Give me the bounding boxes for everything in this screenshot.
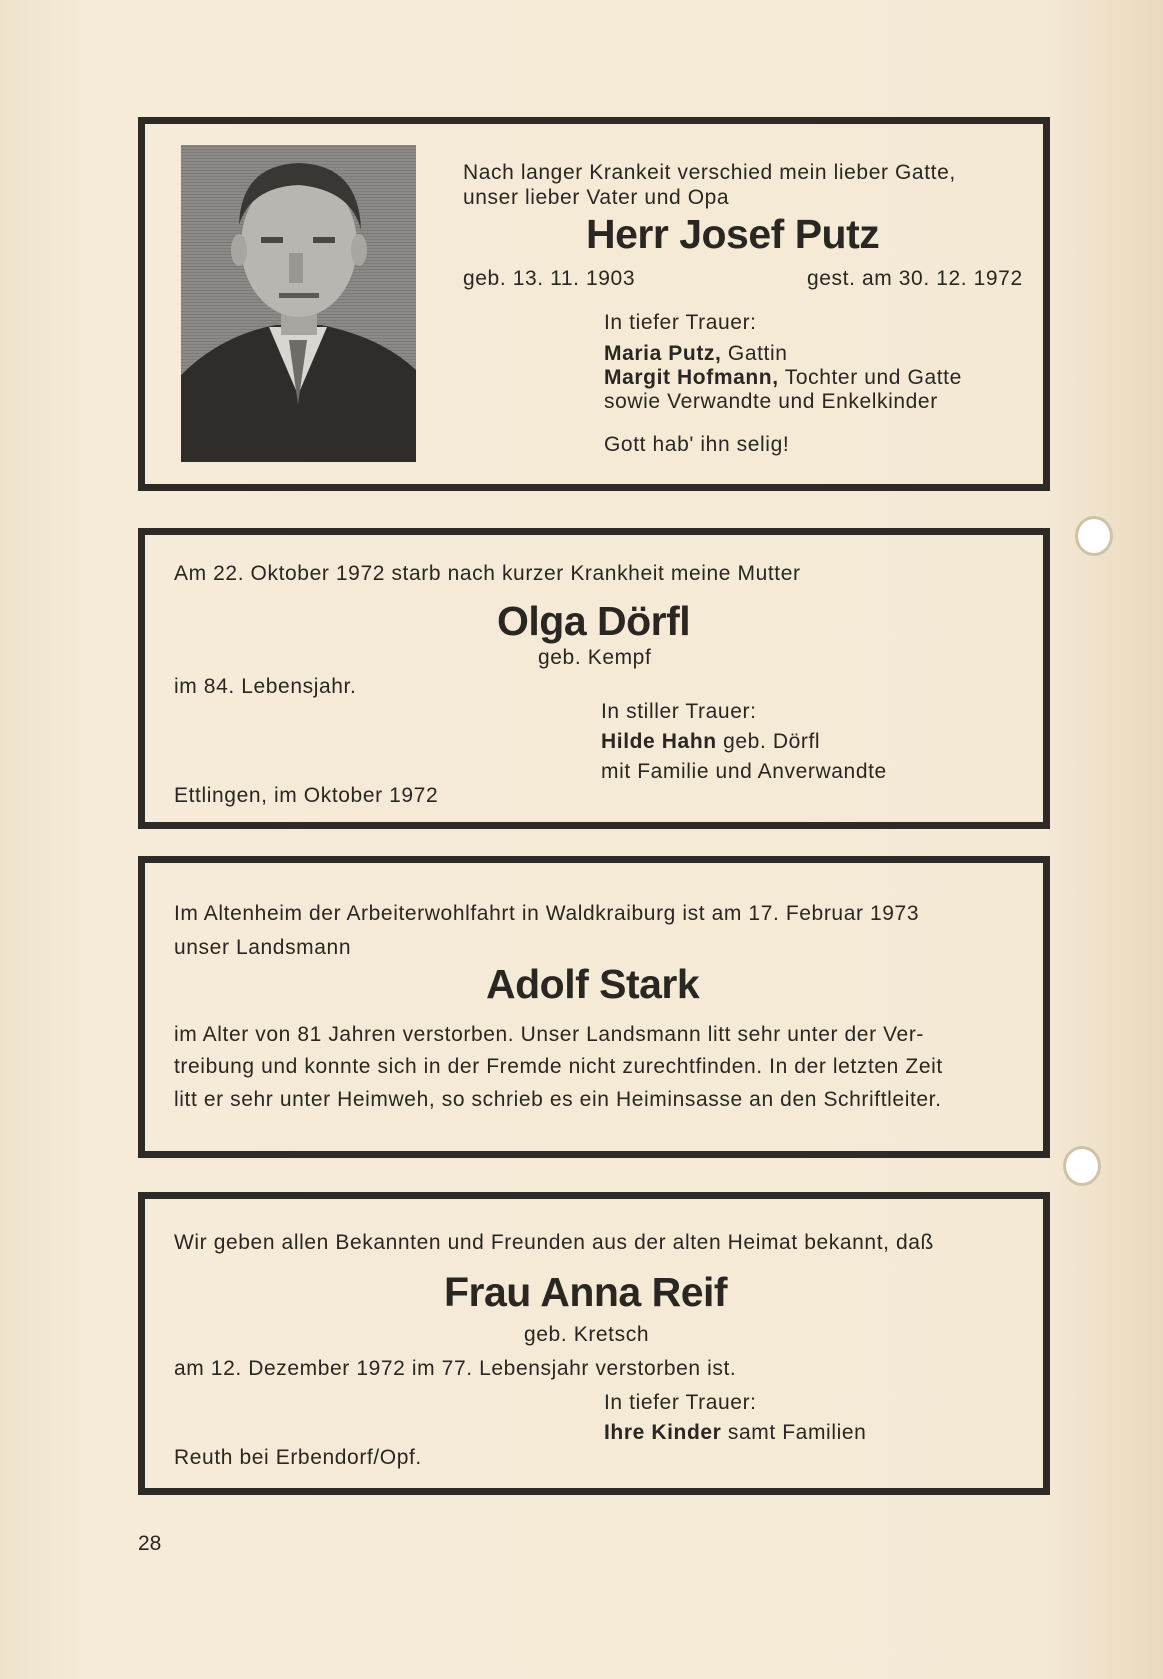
mourning-heading: In tiefer Trauer:	[604, 1391, 757, 1414]
age-line: im 84. Lebensjahr.	[174, 675, 357, 698]
obituary-olga-doerfl	[138, 528, 1050, 829]
death-line: am 12. Dezember 1972 im 77. Lebensjahr verstorben ist.	[174, 1357, 737, 1380]
page-number: 28	[138, 1532, 162, 1555]
intro-line-2: unser Landsmann	[174, 936, 352, 959]
intro-line-1: Im Altenheim der Arbeiterwohlfahrt in Waldkraiburg ist am 17. Februar 1973	[174, 902, 920, 925]
mourner-line-2: mit Familie und Anverwandte	[601, 760, 887, 783]
obituary-josef-putz	[138, 117, 1050, 491]
mourner-line-1: Maria Putz, Gattin	[604, 342, 788, 365]
deceased-name: Frau Anna Reif	[444, 1269, 728, 1315]
intro-line-1: Nach langer Krankeit verschied mein lieber Gatte,	[463, 161, 956, 184]
mourner-line-2: Margit Hofmann, Tochter und Gatte	[604, 366, 962, 389]
mourner-line-1: Hilde Hahn geb. Dörfl	[601, 730, 821, 753]
portrait-photo	[181, 145, 416, 462]
body-line-2: treibung und konnte sich in der Fremde nicht zurechtfinden. In der letzten Zeit	[174, 1055, 943, 1078]
mourning-heading: In stiller Trauer:	[601, 700, 757, 723]
obituary-anna-reif	[138, 1192, 1050, 1495]
maiden-name: geb. Kretsch	[524, 1323, 650, 1346]
mourner-line-1: Ihre Kinder samt Familien	[604, 1421, 867, 1444]
place-date: Ettlingen, im Oktober 1972	[174, 784, 439, 807]
death-date: gest. am 30. 12. 1972	[807, 267, 1023, 290]
body-line-1: im Alter von 81 Jahren verstorben. Unser Landsmann litt sehr unter der Ver-	[174, 1023, 925, 1046]
intro-line: Wir geben allen Bekannten und Freunden aus der alten Heimat bekannt, daß	[174, 1231, 934, 1254]
place-line: Reuth bei Erbendorf/Opf.	[174, 1446, 422, 1469]
mourner-line-3: sowie Verwandte und Enkelkinder	[604, 390, 938, 413]
deceased-name: Adolf Stark	[486, 961, 700, 1007]
closing-line: Gott hab' ihn selig!	[604, 433, 790, 456]
maiden-name: geb. Kempf	[538, 646, 652, 669]
punch-hole-bottom	[1063, 1146, 1101, 1186]
mourning-heading: In tiefer Trauer:	[604, 311, 757, 334]
intro-line-2: unser lieber Vater und Opa	[463, 186, 730, 209]
deceased-name: Herr Josef Putz	[586, 211, 880, 257]
intro-line: Am 22. Oktober 1972 starb nach kurzer Krankheit meine Mutter	[174, 562, 801, 585]
obituary-adolf-stark	[138, 856, 1050, 1158]
deceased-name: Olga Dörfl	[497, 598, 691, 644]
punch-hole-top	[1075, 516, 1113, 556]
body-line-3: litt er sehr unter Heimweh, so schrieb es ein Heiminsasse an den Schriftleiter.	[174, 1088, 942, 1111]
birth-date: geb. 13. 11. 1903	[463, 267, 636, 290]
